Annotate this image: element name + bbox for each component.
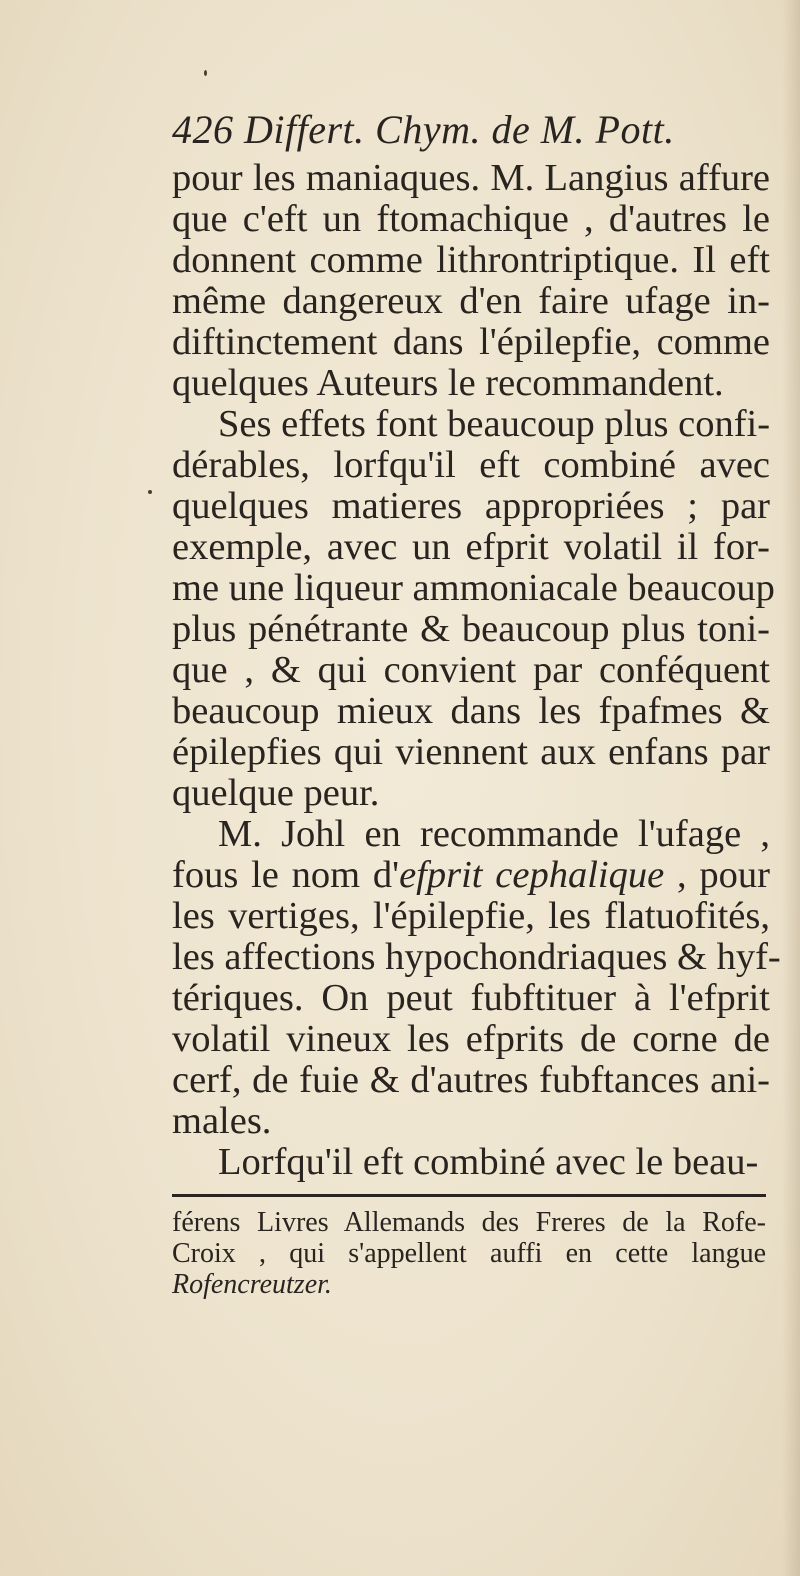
text-line: dérables, lorfqu'il eft combiné avec [172, 444, 770, 486]
text-line: males. [172, 1100, 272, 1142]
text-line: Lorfqu'il eft combiné avec le beau- [218, 1141, 759, 1183]
text-line: quelque peur. [172, 772, 380, 814]
text-line: volatil vineux les efprits de corne de [172, 1018, 770, 1060]
text-line: quelques Auteurs le recommandent. [172, 362, 724, 404]
italic-term: efprit cephalique [399, 854, 665, 896]
text-line: même dangereux d'en faire ufage in- [172, 280, 770, 322]
text-line: donnent comme lithrontriptique. Il eft [172, 239, 770, 281]
text-line: cerf, de fuie & d'autres fubftances ani- [172, 1059, 770, 1101]
text-line-with-italic [172, 855, 770, 896]
text-line: exemple, avec un efprit volatil il for- [172, 526, 770, 568]
text-line: Ses effets font beaucoup plus confi- [218, 403, 771, 445]
text-line: tériques. On peut fubftituer à l'efprit [172, 977, 770, 1019]
text-line: les vertiges, l'épilepfie, les flatuofités, [172, 895, 770, 937]
ink-speck [148, 490, 152, 494]
text-line: M. Johl en recommande l'ufage , [218, 813, 770, 855]
page-number: 426 [172, 107, 234, 152]
text-line: que , & qui convient par conféquent [172, 649, 770, 691]
text-line: beaucoup mieux dans les fpafmes & [172, 690, 770, 732]
text-line: pour les maniaques. M. Langius affure [172, 157, 770, 199]
footnote [172, 1207, 766, 1300]
footnote-line: férens Livres Allemands des Freres de la Rofe- [172, 1207, 766, 1238]
footnote-rule [172, 1194, 766, 1197]
text-line: me une liqueur ammoniacale beaucoup [172, 567, 775, 609]
text-line: plus pénétrante & beaucoup plus toni- [172, 608, 770, 650]
main-text [172, 157, 781, 1183]
text-line: que c'eft un ftomachique , d'autres le [172, 198, 770, 240]
text-line: épilepfies qui viennent aux enfans par [172, 731, 770, 773]
text-line: quelques matieres appropriées ; par [172, 485, 770, 527]
text-line: diftinctement dans l'épilepfie, comme [172, 321, 770, 363]
footnote-line: Croix , qui s'appellent auffi en cette langue [172, 1238, 766, 1269]
text-segment: fous le nom d' [172, 854, 400, 896]
text-line: les affections hypochondriaques & hyf- [172, 936, 781, 978]
ink-speck [204, 70, 207, 76]
text-segment: , pour [664, 854, 770, 896]
running-title: Differt. Chym. de M. Pott. [244, 107, 675, 152]
running-header [172, 106, 675, 153]
page-edge-shadow [782, 0, 800, 1576]
footnote-line: Rofencreutzer. [172, 1269, 332, 1300]
